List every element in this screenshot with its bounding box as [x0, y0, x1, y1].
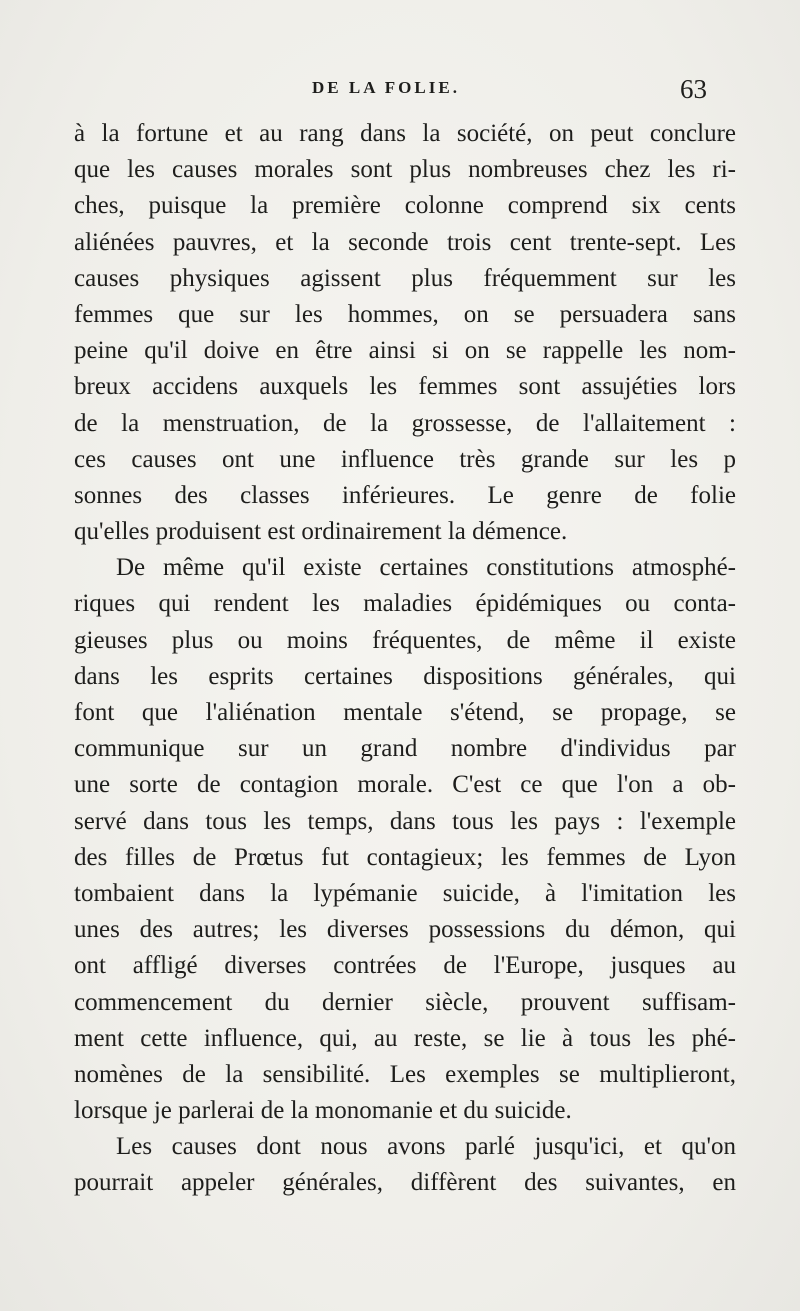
text-line: à la fortune et au rang dans la société, on peut conclure	[74, 120, 736, 147]
text-line: ment cette influence, qui, au reste, se lie à tous les phé-	[74, 1024, 736, 1052]
text-line: ont affligé diverses contrées de l'Europe, jusques au	[74, 952, 736, 980]
text-line: font que l'aliénation mentale s'étend, se propage, se	[74, 699, 736, 726]
text-line: nomènes de la sensibilité. Les exemples se multiplieront,	[74, 1060, 736, 1088]
paragraph-2	[74, 550, 736, 1129]
text-line: Les causes dont nous avons parlé jusqu'ici, et qu'on	[116, 1133, 736, 1161]
page-header	[0, 74, 800, 108]
text-line: ces causes ont une influence très grande sur les p	[74, 445, 736, 473]
running-title: DE LA FOLIE.	[312, 78, 460, 97]
text-line: gieuses plus ou moins fréquentes, de même il existe	[74, 626, 736, 654]
text-line: que les causes morales sont plus nombreuses chez les ri-	[74, 156, 736, 184]
text-line: de la menstruation, de la grossesse, de l'allaitement :	[74, 409, 736, 437]
text-line: commencement du dernier siècle, prouvent suffisam-	[74, 988, 736, 1016]
text-line: dans les esprits certaines dispositions générales, qui	[74, 662, 736, 690]
text-line: une sorte de contagion morale. C'est ce que l'on a ob-	[74, 771, 736, 799]
text-line: qu'elles produisent est ordinairement la démence.	[74, 518, 568, 546]
text-line: peine qu'il doive en être ainsi si on se rappelle les nom-	[74, 337, 736, 365]
text-line: des filles de Prœtus fut contagieux; les femmes de Lyon	[74, 843, 736, 871]
text-line: aliénées pauvres, et la seconde trois cent trente-sept. Les	[74, 228, 736, 256]
body-text	[74, 116, 736, 1202]
text-line: riques qui rendent les maladies épidémiques ou conta-	[74, 590, 736, 618]
text-line: tombaient dans la lypémanie suicide, à l'imitation les	[74, 879, 736, 907]
text-line: unes des autres; les diverses possessions du démon, qui	[74, 916, 736, 944]
paragraph-3	[74, 1129, 736, 1201]
text-line: ches, puisque la première colonne comprend six cents	[74, 192, 736, 220]
text-line: servé dans tous les temps, dans tous les pays : l'exemple	[74, 807, 736, 835]
text-line: breux accidens auxquels les femmes sont assujéties lors	[74, 373, 736, 401]
text-line: De même qu'il existe certaines constitutions atmosphé-	[116, 554, 736, 582]
page-number: 63	[680, 74, 707, 104]
text-line: causes physiques agissent plus fréquemment sur les	[74, 264, 736, 292]
paragraph-1	[74, 116, 736, 550]
text-line: pourrait appeler générales, diffèrent des suivantes, en	[74, 1169, 736, 1197]
text-line: femmes que sur les hommes, on se persuadera sans	[74, 300, 736, 328]
text-line: lorsque je parlerai de la monomanie et du suicide.	[74, 1097, 572, 1125]
text-line: sonnes des classes inférieures. Le genre de folie	[74, 481, 736, 509]
text-line: communique sur un grand nombre d'individus par	[74, 735, 736, 763]
